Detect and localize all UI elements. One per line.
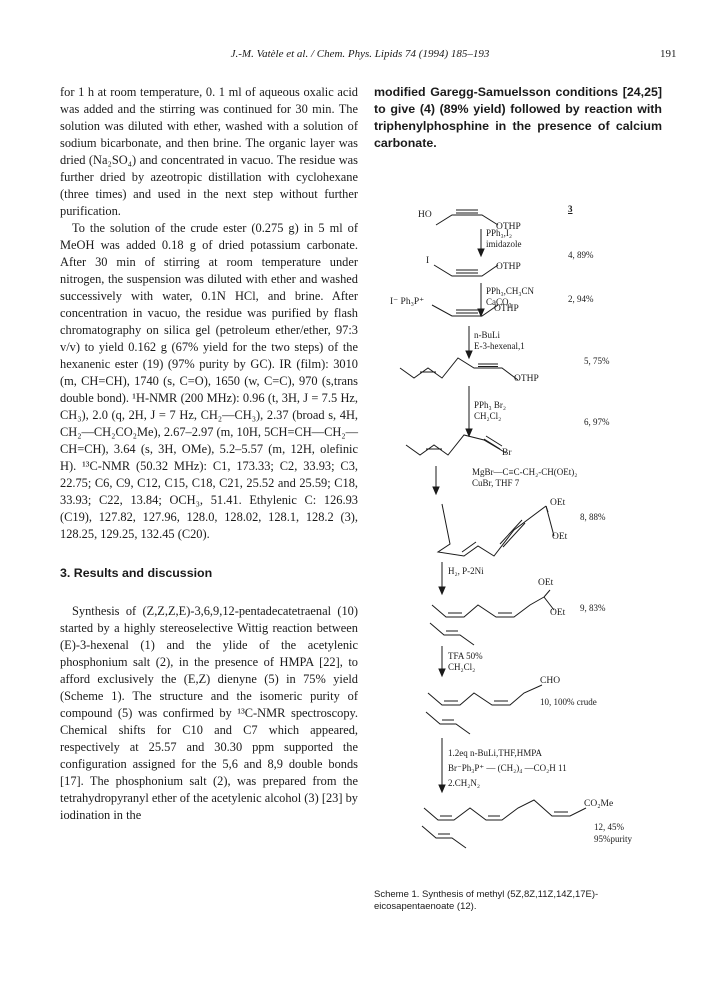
- group-iodo: I: [426, 256, 430, 266]
- group-oet-8a: OEt: [550, 498, 566, 508]
- label-compound-6: 6, 97%: [584, 417, 610, 427]
- group-co2me-12: CO₂Me: [584, 799, 614, 809]
- group-br-6: Br: [502, 448, 512, 458]
- label-compound-12: 12, 45%: [594, 822, 624, 832]
- reagent-step-7: TFA 50% CH₂Cl₂: [448, 651, 483, 672]
- label-compound-12-purity: 95%purity: [594, 834, 632, 844]
- paragraph-experimental-2: To the solution of the crude ester (0.275 g) in 5 ml of MeOH was added 0.18 g of dried potassium carbonate. After 30 min of stirring at room temperature under nitrogen, the suspension was diluted with ether and washed successively with water, 0.1N HCl, and brine. After concentration in vacuo, the residue was purified by flash chromatography on silica gel (petroleum ether/ether, 97:3 v/v) to yield 0.162 g (67% yield for the two steps) of the hexanenic ester (19) (97% purity by GC). IR (film): 3010 (m, CH=CH), 1740 (s, C=O), 1650 (w, C=C), 970 (s,trans double bond). ¹H-NMR (200 MHz): 0.96 (t, 3H, J = 7.5 Hz, CH₃), 2.0 (q, 2H, J = 7 Hz, CH₂—CH₃), 2.37 (broad s, 4H, CH₂—CH₂CO₂Me), 2.67–2.97 (m, 10H, 5CH=CH—CH₂—CH=CH), 3.64 (s, 3H, OMe), 5.2–5.57 (m, 12H, olefinic H). ¹³C-NMR (50.32 MHz): C1, 173.33; C2, 33.93; C3, 22.75; C6, C9, C12, C15, C18, C21, 25.52 and 25.59; C18, 33.93; C22, 13.84; OCH₃, 51.41. Ethylenic C: 126.93 (C19), 127.82, 127.96, 128.0, 128.02, 128.1, 128.2 (3), 128.25, 129.25, 132.45 (C20).: [60, 221, 358, 541]
- skeleton-12: [424, 800, 586, 820]
- page-number: 191: [660, 48, 677, 60]
- group-othp-4: OTHP: [496, 262, 521, 272]
- group-phosphonium: I⁻ Ph₃P⁺: [390, 297, 425, 307]
- right-column-text: [374, 84, 662, 152]
- group-othp-2: OTHP: [494, 304, 519, 314]
- skeleton-6: [406, 435, 506, 455]
- skeleton-5: [400, 358, 518, 380]
- label-compound-4: 4, 89%: [568, 250, 594, 260]
- label-compound-9: 9, 83%: [580, 603, 606, 613]
- group-cho-10: CHO: [540, 676, 561, 686]
- label-compound-2: 2, 94%: [568, 294, 594, 304]
- reagent-step-3: n-BuLi E-3-hexenal,1: [474, 330, 525, 351]
- reagent-step-5: MgBr—C≡C-CH₂-CH(OEt)₂ CuBr, THF 7: [472, 467, 578, 488]
- reagent-step-8: 1.2eq n-BuLi,THF,HMPA Br⁻Ph₃P⁺ — (CH₂)₄ —CO₂H 11 2.CH₂N₂: [448, 748, 567, 788]
- running-head: J.-M. Vatèle et al. / Chem. Phys. Lipids 74 (1994) 185–193: [230, 48, 490, 60]
- group-oet-8b: OEt: [552, 532, 568, 542]
- label-compound-10: 10, 100% crude: [540, 697, 597, 707]
- group-othp-3: OTHP: [496, 222, 521, 232]
- label-compound-8: 8, 88%: [580, 512, 606, 522]
- paragraph-results-2: modified Garegg-Samuelsson conditions [24,25] to give (4) (89% yield) followed by reaction with triphenylphosphine in the presence of calcium carbonate.: [374, 85, 662, 150]
- reagent-step-4: PPh₃ Br₂ CH₂Cl₂: [474, 400, 507, 421]
- group-oet-9a: OEt: [538, 578, 554, 588]
- label-compound-5: 5, 75%: [584, 356, 610, 366]
- group-oet-9b: OEt: [550, 608, 566, 618]
- group-othp-5: OTHP: [514, 374, 539, 384]
- paragraph-experimental-1: for 1 h at room temperature, 0. 1 ml of aqueous oxalic acid was added and the stirring was continued for 30 min. The solution was diluted with ether, washed with a solution of sodium bicarbonate, and then brine. The organic layer was dried (Na₂SO₄) and concentrated in vacuo. The residue was further dried by azeotropic distillation with cyclohexane (three times) and used in the next step without further purification.: [60, 85, 358, 218]
- skeleton-9: [432, 597, 544, 617]
- group-ho: HO: [418, 210, 432, 220]
- reaction-scheme: [374, 190, 674, 880]
- skeleton-10: [428, 685, 542, 705]
- left-column: [60, 84, 358, 824]
- scheme-caption: Scheme 1. Synthesis of methyl (5Z,8Z,11Z,14Z,17E)-eicosapentaenoate (12).: [374, 889, 599, 912]
- paragraph-results-1: Synthesis of (Z,Z,Z,E)-3,6,9,12-pentadecatetraenal (10) started by a highly stereoselective Wittig reaction between (E)-3-hexenal (1) and the ylide of the acetylenic phosphonium salt (2), in the presence of HMPA [22], to afford exclusively the (E,Z) dienyne (5) in 75% yield (Scheme 1). The structure and the isomeric purity of compound (5) was confirmed by ¹³C-NMR spectroscopy. Chemical shifts for C10 and C7 which appeared, respectively at 25.57 and 30.30 ppm supported the configuration assigned for the 5,6 and 8,9 double bonds [17]. The phosphonium salt (2), was prepared from the tetrahydropyranyl ether of the acetylenic alcohol (3) [23] by iodination in the: [60, 604, 358, 822]
- label-compound-3: 3: [568, 204, 573, 214]
- page-header: [0, 48, 720, 68]
- reagent-step-6: H₂, P-2Ni: [448, 566, 484, 576]
- skeleton-3: [436, 215, 498, 225]
- skeleton-8: [438, 504, 546, 556]
- section-heading: 3. Results and discussion: [60, 566, 213, 580]
- reagent-step-1: PPh₃,I₂ imidazole: [486, 228, 522, 249]
- reagent-step-2: PPh₃,CH₃CN CaCO₃: [486, 286, 535, 307]
